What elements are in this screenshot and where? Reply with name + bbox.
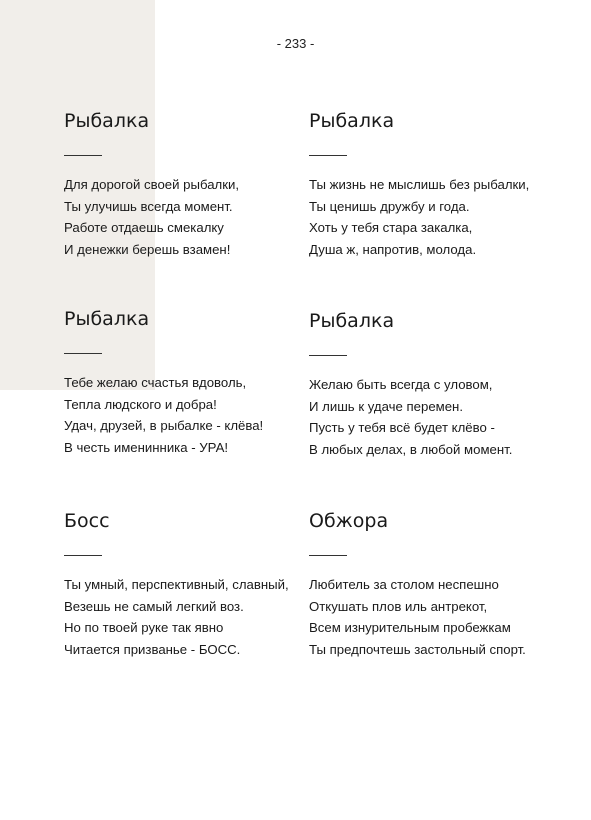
poem-title: Обжора [309, 510, 389, 532]
poem-6 [309, 508, 549, 660]
poem-line: И денежки берешь взамен! [64, 241, 231, 257]
title-divider [309, 355, 347, 356]
poem-line: Пусть у тебя всё будет клёво - [309, 420, 495, 435]
poem-line: Ты жизнь не мыслишь без рыбалки, [309, 177, 530, 192]
poem-line: Тебе желаю счастья вдоволь, [64, 375, 247, 390]
poem-line: Тепла людского и добра! [64, 396, 217, 412]
poem-line: Откушать плов иль антрекот, [309, 598, 488, 614]
poem-title: Босс [64, 510, 110, 532]
poem-1 [64, 108, 304, 260]
poem-4 [309, 308, 549, 460]
poem-line: В любых делах, в любой момент. [309, 441, 513, 457]
poem-2 [309, 108, 549, 260]
poem-line: Душа ж, напротив, молода. [309, 241, 477, 257]
poem-line: Удач, друзей, в рыбалке - клёва! [64, 418, 264, 433]
poem-line: Желаю быть всегда с уловом, [309, 377, 493, 392]
poem-line: В честь именинника - УРА! [64, 439, 229, 455]
poem-line: И лишь к удаче перемен. [309, 398, 464, 414]
poem-title: Рыбалка [64, 110, 150, 132]
poem-line: Всем изнурительным пробежкам [309, 620, 511, 635]
poem-line: Хоть у тебя стара закалка, [309, 220, 473, 235]
poem-line: Ты предпочтешь застольный спорт. [309, 641, 526, 657]
poem-title: Рыбалка [309, 310, 395, 332]
poem-line: Любитель за столом неспешно [309, 577, 499, 592]
poem-line: Ты умный, перспективный, славный, [64, 577, 289, 592]
poem-line: Работе отдаешь смекалку [64, 220, 224, 235]
title-divider [64, 555, 102, 556]
poem-3 [64, 306, 304, 458]
title-divider [64, 155, 102, 156]
poem-line: Ты улучишь всегда момент. [64, 198, 233, 214]
poem-title: Рыбалка [64, 308, 150, 330]
title-divider [64, 353, 102, 354]
poem-line: Читается призванье - БОСС. [64, 641, 241, 657]
title-divider [309, 155, 347, 156]
poem-line: Для дорогой своей рыбалки, [64, 177, 240, 192]
poem-5 [64, 508, 304, 660]
poem-line: Ты ценишь дружбу и года. [309, 198, 470, 214]
page-number: - 233 - [276, 36, 315, 51]
poem-line: Везешь не самый легкий воз. [64, 598, 244, 614]
poem-title: Рыбалка [309, 110, 395, 132]
title-divider [309, 555, 347, 556]
poem-line: Но по твоей руке так явно [64, 620, 224, 635]
